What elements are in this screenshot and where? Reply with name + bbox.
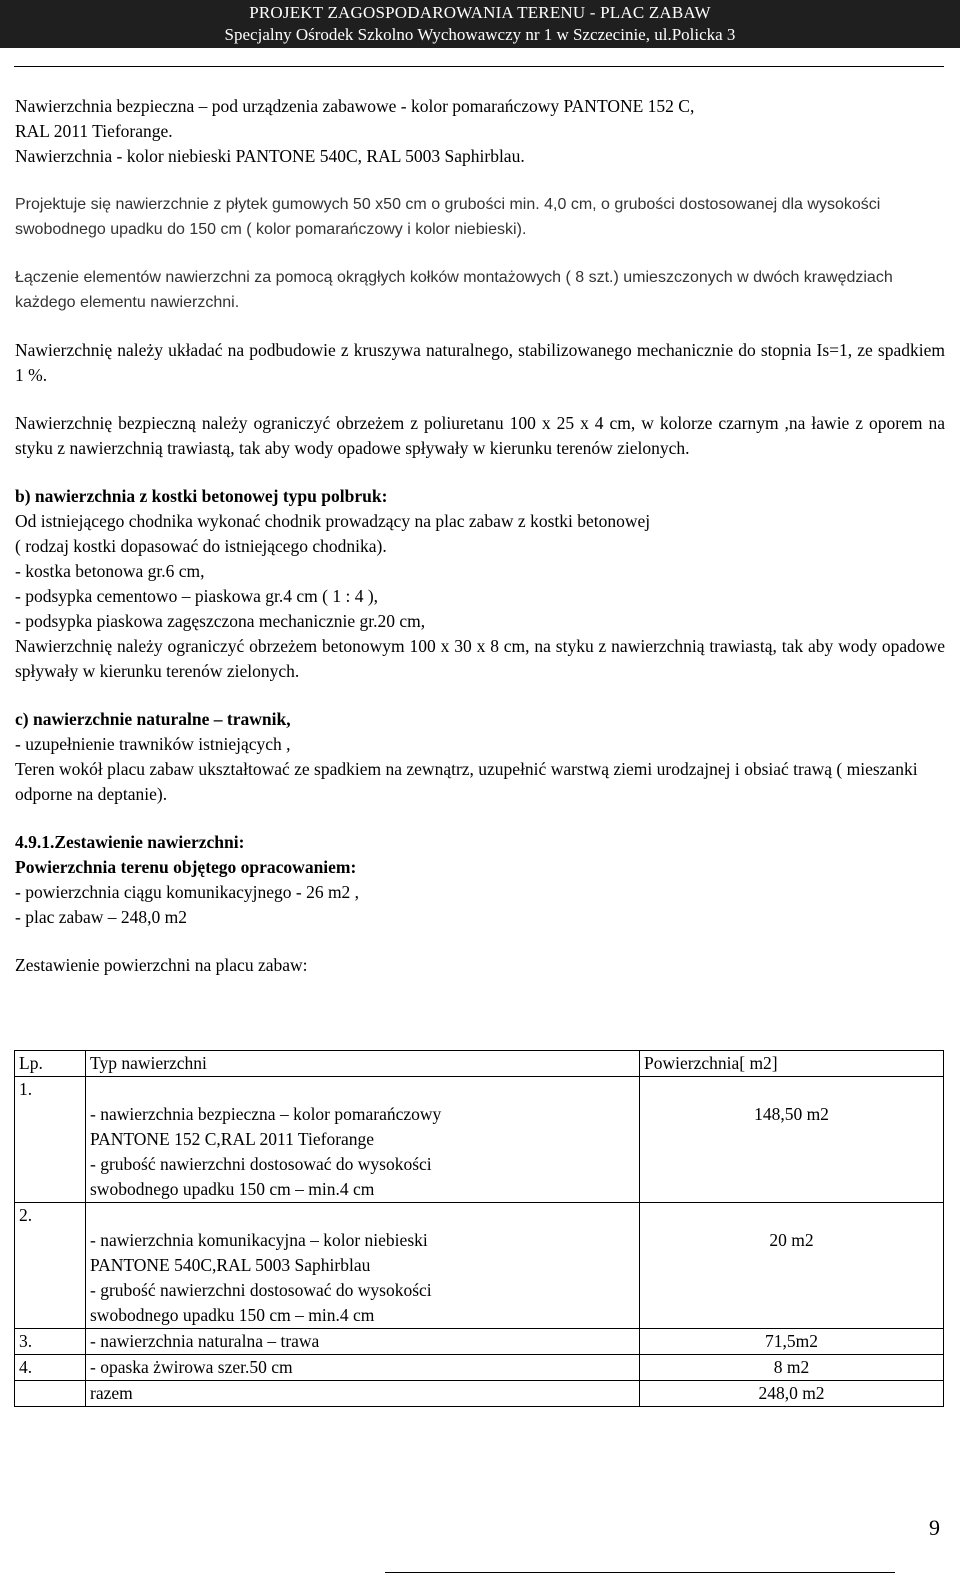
desc-line: swobodnego upadku 150 cm – min.4 cm: [90, 1179, 375, 1199]
section-c-line: Teren wokół placu zabaw ukształtować ze spadkiem na zewnątrz, uzupełnić warstwą ziemi urodzajnej i obsiać trawą ( mieszanki odporne na deptanie).: [15, 759, 918, 804]
desc-line: PANTONE 540C,RAL 5003 Saphirblau: [90, 1255, 371, 1275]
header-title: PROJEKT ZAGOSPODAROWANIA TERENU - PLAC ZABAW: [249, 3, 711, 22]
area-value: 148,50 m2: [754, 1104, 829, 1124]
surface-safety-text: Nawierzchnia bezpieczna – pod urządzenia zabawowe - kolor pomarańczowy PANTONE 152 C,: [15, 96, 695, 116]
table-row: [15, 1077, 944, 1203]
surface-blue-text: Nawierzchnia - kolor niebieski PANTONE 540C, RAL 5003 Saphirblau.: [15, 146, 525, 166]
header-subtitle: Specjalny Ośrodek Szkolno Wychowawczy nr 1 w Szczecinie, ul.Policka 3: [224, 25, 736, 44]
table-cell-area: [640, 1077, 944, 1203]
desc-line: - nawierzchnia komunikacyjna – kolor niebieski: [90, 1230, 428, 1250]
table-cell-lp: 4.: [15, 1355, 86, 1381]
table-cell-desc: - opaska żwirowa szer.50 cm: [86, 1355, 640, 1381]
section-b-line: ( rodzaj kostki dopasować do istniejącego chodnika).: [15, 536, 387, 556]
document-body: [15, 94, 945, 978]
summary-line: - plac zabaw – 248,0 m2: [15, 907, 188, 927]
table-header-cell: Lp.: [15, 1051, 86, 1077]
area-value: 20 m2: [769, 1230, 814, 1250]
desc-line: - grubość nawierzchni dostosować do wysokości: [90, 1154, 432, 1174]
page-header: [0, 0, 960, 48]
section-c-line: - uzupełnienie trawników istniejących ,: [15, 734, 291, 754]
table-cell-lp: 2.: [15, 1203, 86, 1329]
desc-line: - grubość nawierzchni dostosować do wysokości: [90, 1280, 432, 1300]
summary-heading: 4.9.1.Zestawienie nawierzchni:: [15, 832, 245, 852]
surface-safety-text-cont: RAL 2011 Tieforange.: [15, 121, 173, 141]
base-paragraph: Nawierzchnię należy układać na podbudowie z kruszywa naturalnego, stabilizowanego mechanicznie do stopnia Is=1, ze spadkiem 1 %.: [15, 340, 945, 385]
table-row: [15, 1203, 944, 1329]
desc-line: PANTONE 152 C,RAL 2011 Tieforange: [90, 1129, 375, 1149]
table-total-label: razem: [86, 1381, 640, 1407]
table-header-cell: Typ nawierzchni: [86, 1051, 640, 1077]
table-cell-lp: [15, 1381, 86, 1407]
table-cell-area: 8 m2: [640, 1355, 944, 1381]
section-b-curb: Nawierzchnię należy ograniczyć obrzeżem betonowym 100 x 30 x 8 cm, na styku z nawierzchnią trawiastą, tak aby wody opadowe spływały w kierunku terenów zielonych.: [15, 636, 945, 681]
header-rule: [14, 66, 944, 67]
desc-line: swobodnego upadku 150 cm – min.4 cm: [90, 1305, 375, 1325]
section-b-line: - podsypka piaskowa zagęszczona mechanicznie gr.20 cm,: [15, 611, 426, 631]
table-cell-area: [640, 1203, 944, 1329]
rubber-tiles-paragraph: Projektuje się nawierzchnie z płytek gumowych 50 x50 cm o grubości min. 4,0 cm, o grubości dostosowanej dla wysokości swobodnego upadku do 150 cm ( kolor pomarańczowy i kolor niebieski).: [15, 196, 881, 238]
desc-line: - nawierzchnia bezpieczna – kolor pomarańczowy: [90, 1104, 442, 1124]
section-c-heading: c) nawierzchnie naturalne – trawnik,: [15, 709, 291, 729]
table-total-area: 248,0 m2: [640, 1381, 944, 1407]
joining-paragraph: Łączenie elementów nawierzchni za pomocą okrągłych kołków montażowych ( 8 szt.) umieszczonych w dwóch krawędziach każdego elementu nawierzchni.: [15, 269, 893, 311]
section-b-line: - kostka betonowa gr.6 cm,: [15, 561, 205, 581]
table-row: [15, 1329, 944, 1355]
table-header-cell: Powierzchnia[ m2]: [640, 1051, 944, 1077]
table-caption: Zestawienie powierzchni na placu zabaw:: [15, 955, 308, 975]
table-cell-lp: 3.: [15, 1329, 86, 1355]
table-header-row: [15, 1051, 944, 1077]
section-b-line: Od istniejącego chodnika wykonać chodnik prowadzący na plac zabaw z kostki betonowej: [15, 511, 651, 531]
table-row: [15, 1355, 944, 1381]
table-cell-lp: 1.: [15, 1077, 86, 1203]
curb-paragraph: Nawierzchnię bezpieczną należy ograniczyć obrzeżem z poliuretanu 100 x 25 x 4 cm, w kolorze czarnym ,na ławie z oporem na styku z nawierzchnią trawiastą, tak aby wody opadowe spływały w kierunku terenów zielonych.: [15, 413, 945, 458]
summary-line: - powierzchnia ciągu komunikacyjnego - 26 m2 ,: [15, 882, 360, 902]
table-total-row: [15, 1381, 944, 1407]
table-cell-area: 71,5m2: [640, 1329, 944, 1355]
section-b-line: - podsypka cementowo – piaskowa gr.4 cm ( 1 : 4 ),: [15, 586, 379, 606]
footer-rule: [385, 1572, 895, 1573]
section-b-heading: b) nawierzchnia z kostki betonowej typu polbruk:: [15, 486, 388, 506]
page-number: 9: [929, 1515, 940, 1540]
table-cell-desc: [86, 1203, 640, 1329]
summary-subheading: Powierzchnia terenu objętego opracowaniem:: [15, 857, 357, 877]
table-cell-desc: - nawierzchnia naturalna – trawa: [86, 1329, 640, 1355]
table-cell-desc: [86, 1077, 640, 1203]
surface-table: [14, 1050, 944, 1407]
